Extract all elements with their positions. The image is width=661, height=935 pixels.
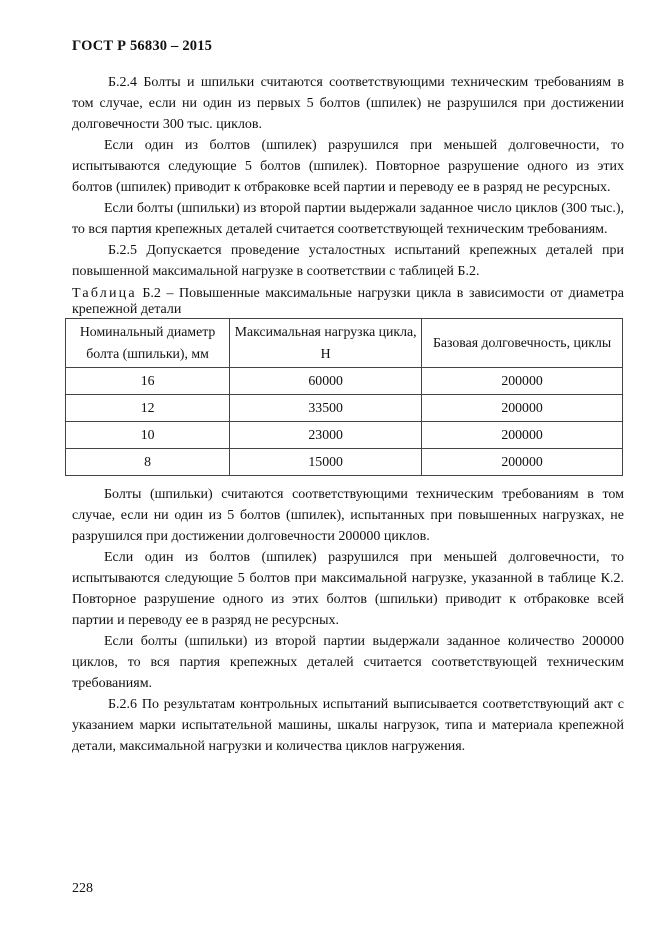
paragraph-second-batch: Если болты (шпильки) из второй партии выдержали заданное число циклов (300 тыс.), то вся партия крепежных деталей считается соответствующей техническим требованиям. — [72, 201, 624, 237]
cell-durability: 200000 — [422, 449, 623, 476]
cell-diameter: 10 — [66, 422, 230, 449]
cell-durability: 200000 — [422, 395, 623, 422]
paragraph-b-2-6: Б.2.6 По результатам контрольных испытаний выписывается соответствующий акт с указанием марки испытательной машины, шкалы нагрузок, типа и материала крепежной детали, максимальной нагрузки и количества циклов нагружения. — [72, 697, 624, 754]
paragraph-b-2-4: Б.2.4 Болты и шпильки считаются соответствующими техническим требованиям в том случае, если ни один из первых 5 болтов (шпилек) не разрушился при достижении долговечности 300 тыс. циклов. — [72, 75, 624, 132]
table-row — [66, 368, 623, 395]
table-row — [66, 449, 623, 476]
cell-diameter: 12 — [66, 395, 230, 422]
cell-max-load: 60000 — [230, 368, 422, 395]
page-number: 228 — [72, 881, 93, 896]
paragraph-increased-retest: Если один из болтов (шпилек) разрушился при меньшей долговечности, то испытываются следующие 5 болтов при максимальной нагрузке, указанной в таблице К.2. Повторное разрушение одного из этих болтов (шпильки) приводит к отбраковке всей партии и переводу ее в разряд не ресурсных. — [72, 550, 624, 628]
load-table — [65, 318, 623, 476]
table-row — [66, 422, 623, 449]
cell-diameter: 8 — [66, 449, 230, 476]
paragraph-increased-second-batch: Если болты (шпильки) из второй партии выдержали заданное количество 200000 циклов, то вся партия крепежных деталей считается соответствующей техническим требованиям. — [72, 634, 624, 691]
cell-durability: 200000 — [422, 368, 623, 395]
table-caption — [72, 286, 624, 318]
cell-max-load: 33500 — [230, 395, 422, 422]
cell-max-load: 15000 — [230, 449, 422, 476]
cell-diameter: 16 — [66, 368, 230, 395]
table-caption-text: Б.2 – Повышенные максимальные нагрузки цикла в зависимости от диаметра крепежной детали — [72, 286, 624, 317]
cell-max-load: 23000 — [230, 422, 422, 449]
table-row — [66, 395, 623, 422]
paragraph-retest: Если один из болтов (шпилек) разрушился при меньшей долговечности, то испытываются следующие 5 болтов (шпилек). Повторное разрушение одного из этих болтов (шпилек) приводит к отбраковке всей партии и переводу ее в разряд не ресурсных. — [72, 138, 624, 195]
header-diameter: Номинальный диаметр болта (шпильки), мм — [66, 319, 230, 368]
cell-durability: 200000 — [422, 422, 623, 449]
paragraph-increased-load: Болты (шпильки) считаются соответствующими техническим требованиям в том случае, если ни один из 5 болтов (шпилек), испытанных при повышенных нагрузках, не разрушился при достижении долговечности 200000 циклов. — [72, 487, 624, 544]
standard-header: ГОСТ Р 56830 – 2015 — [72, 38, 213, 54]
table-caption-lead: Таблица — [72, 286, 137, 301]
table-header-row — [66, 319, 623, 368]
document-body — [72, 72, 624, 757]
paragraph-b-2-5: Б.2.5 Допускается проведение усталостных испытаний крепежных деталей при повышенной максимальной нагрузке в соответствии с таблицей Б.2. — [72, 243, 624, 279]
header-max-load: Максимальная нагрузка цикла, Н — [230, 319, 422, 368]
header-base-durability: Базовая долговечность, циклы — [422, 319, 623, 368]
